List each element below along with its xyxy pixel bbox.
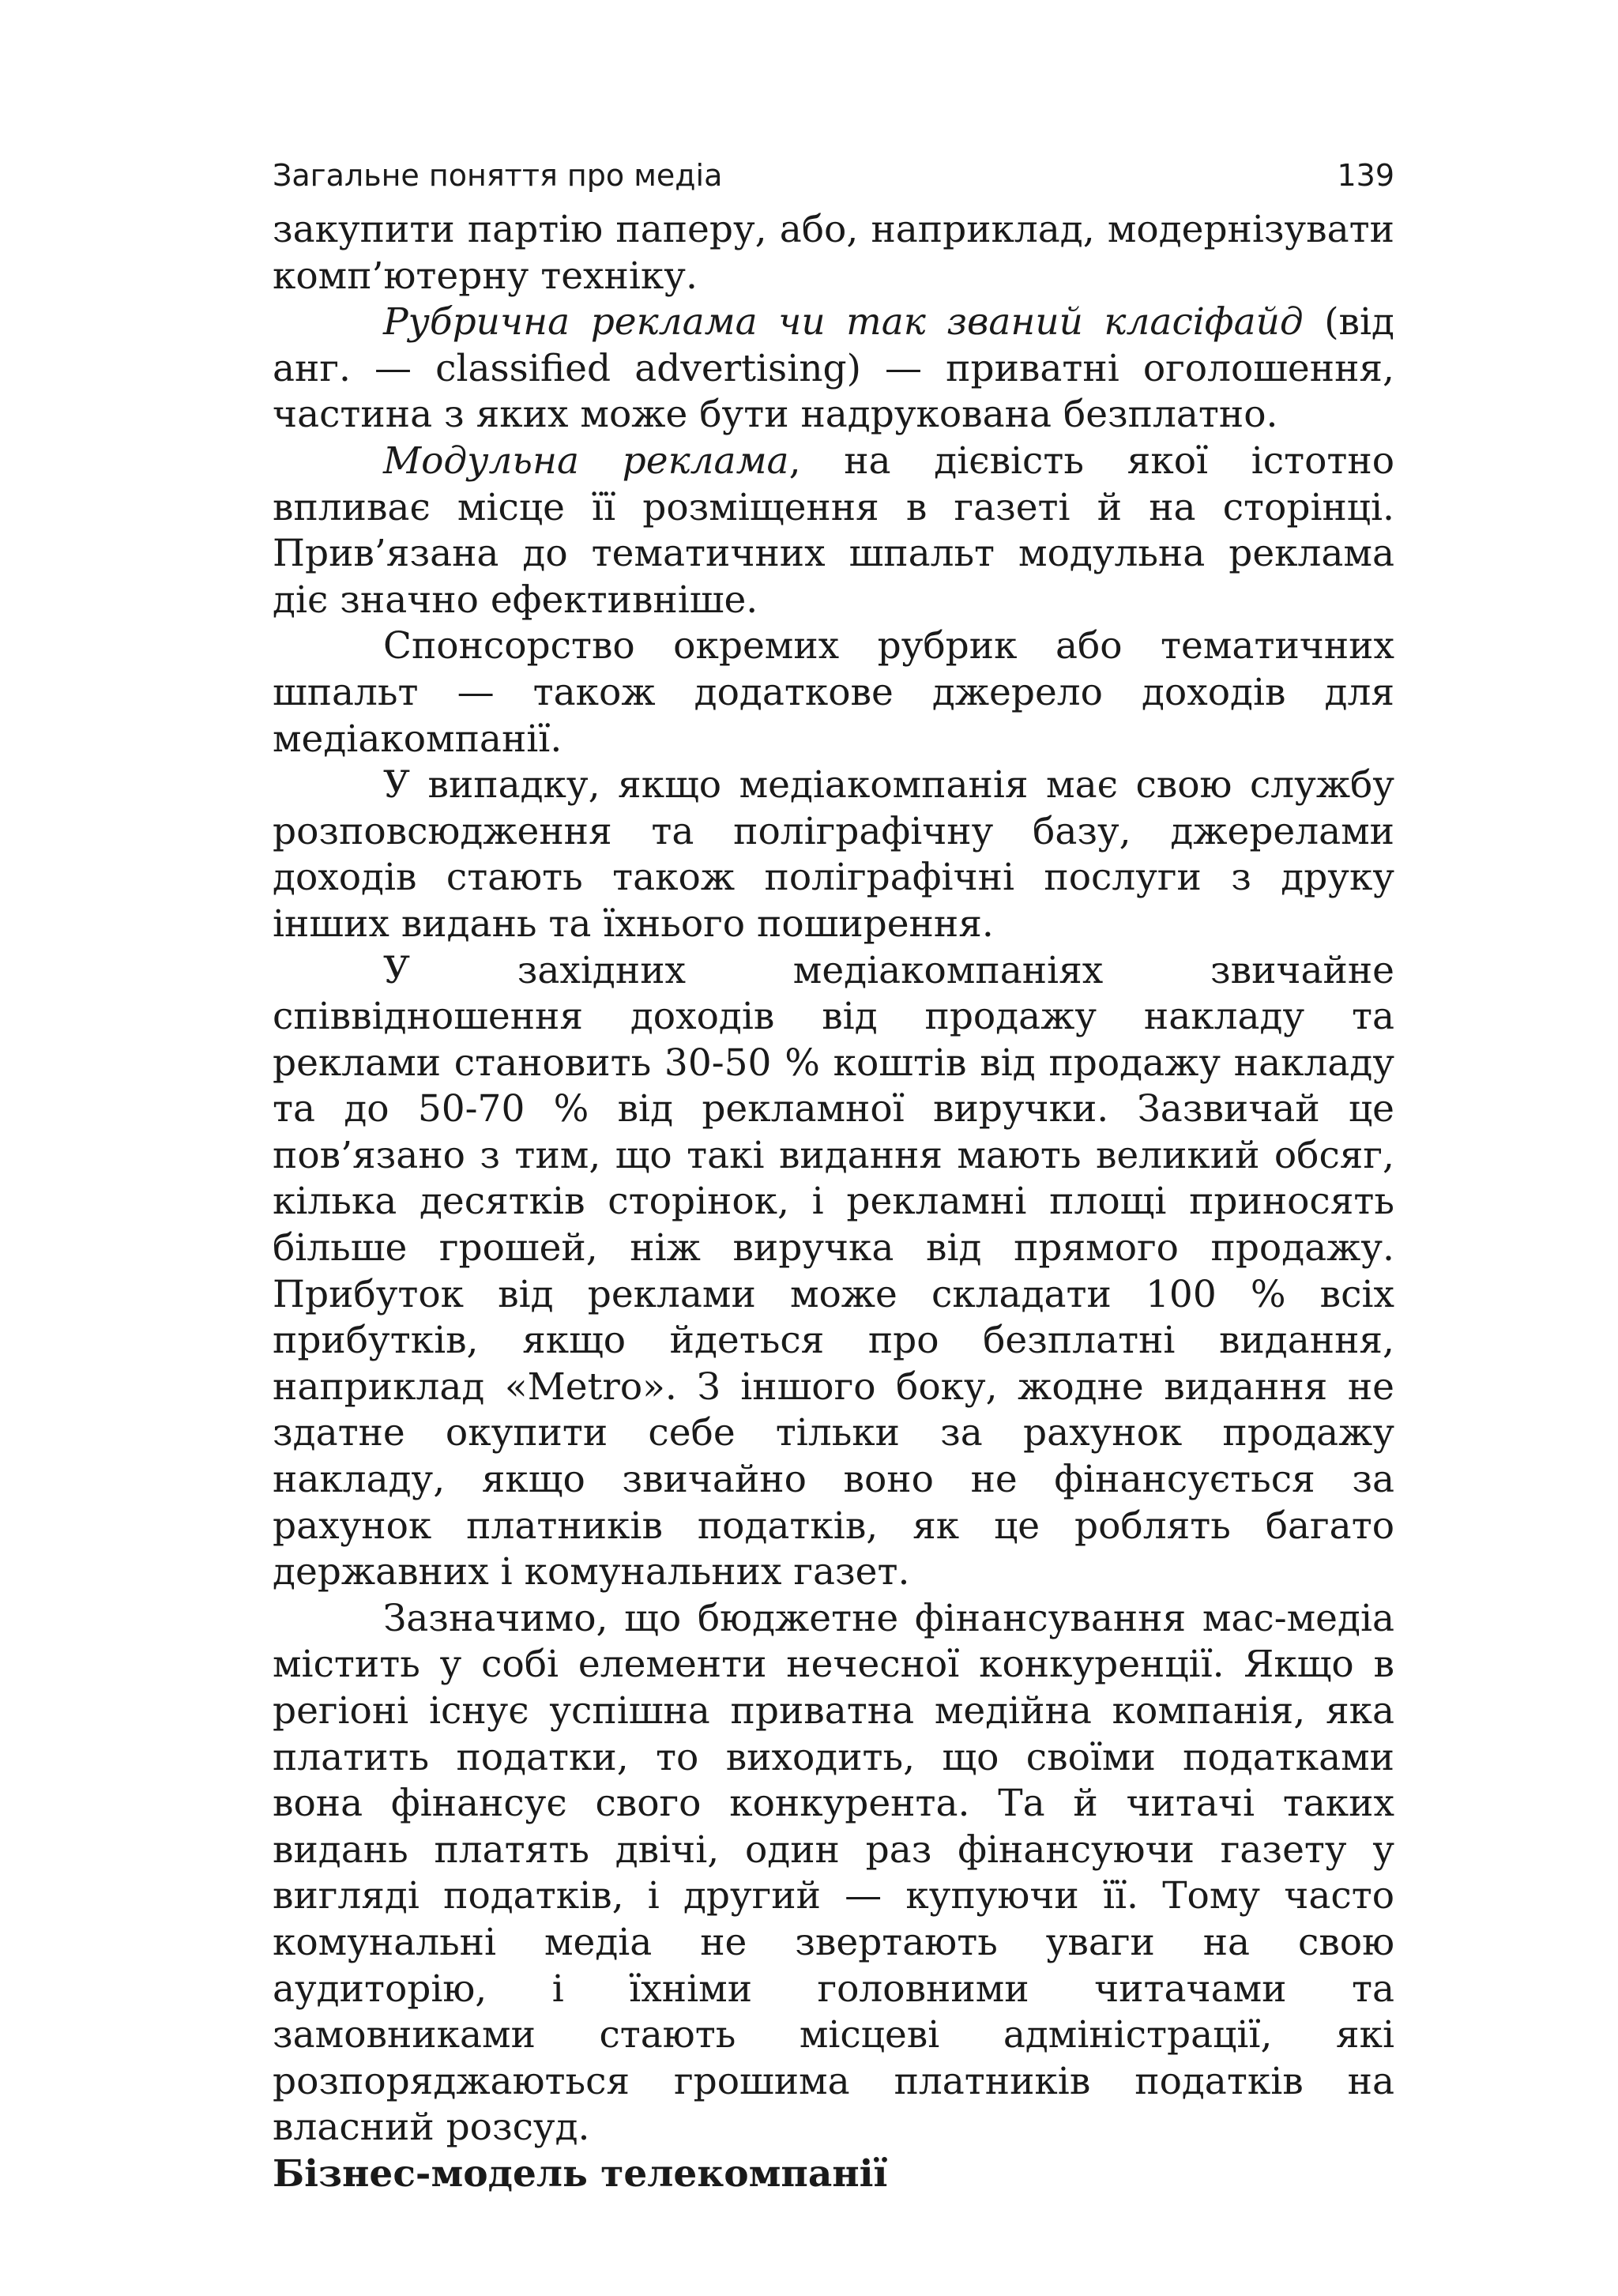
paragraph-sponsorship: Спонсорство окремих рубрик або тематичних шпальт — також додаткове джерело доходів для медіакомпанії.: [273, 624, 1394, 761]
paragraph-classified-ads: [273, 299, 1394, 438]
page-number: 139: [1337, 158, 1394, 193]
body-text: [273, 207, 1394, 2198]
paragraph-continuation: закупити партію паперу, або, наприклад, модернізувати комп’ютерну техніку.: [273, 208, 1394, 298]
paragraph-modular-ads-text: , на дієвість якої істотно впливає місце її розміщення в газеті й на сторінці. Прив’язана до тематичних шпальт модульна реклама діє значно ефективніше.: [273, 438, 1395, 622]
term-modular-ads: Модульна реклама: [383, 438, 789, 483]
running-head-title: Загальне поняття про медіа: [273, 158, 723, 193]
paragraph-budget-funding: Зазначимо, що бюджетне фінансування мас-медіа містить у собі елементи нечесної конкуренції. Якщо в регіоні існує успішна приватна медійна компанія, яка платить податки, то виходить, що своїми податками вона фінансує свого конкурента. Та й читачі таких видань платять двічі, один раз фінансуючи газету у вигляді податків, і другий — купуючи її. Тому часто комунальні медіа не звертають уваги на свою аудиторію, і їхніми головними читачами та замовниками стають місцеві адміністрації, які розпоряджаються грошима платників податків на власний розсуд.: [273, 1596, 1394, 2150]
running-header: [273, 152, 1394, 199]
term-classified-ads: Рубрична реклама чи так званий класіфайд: [383, 300, 1304, 344]
paragraph-distribution: У випадку, якщо медіакомпанія має свою службу розповсюдження та поліграфічну базу, джерелами доходів стають також поліграфічні послуги з друку інших видань та їхнього поширення.: [273, 763, 1394, 946]
paragraph-western-media: У західних медіакомпаніях звичайне співвідношення доходів від продажу накладу та реклами становить 30-50 % коштів від продажу накладу та до 50-70 % від рекламної виручки. Зазвичай це пов’язано з тим, що такі видання мають великий обсяг, кілька десятків сторінок, і рекламні площі приносять більше грошей, ніж виручка від прямого продажу. Прибуток від реклами може складати 100 % всіх прибутків, якщо йдеться про безплатні видання, наприклад «Metro». З іншого боку, жодне видання не здатне окупити себе тільки за рахунок продажу накладу, якщо звичайно воно не фінансується за рахунок платників податків, як це роблять багато державних і комунальних газет.: [273, 948, 1394, 1594]
section-heading: Бізнес-модель телекомпанії: [273, 2151, 888, 2196]
paragraph-classified-ads-text: (від анг. — classified advertising) — приватні оголошення, частина з яких може бути надрукована безплатно.: [273, 300, 1394, 437]
paragraph-modular-ads: [273, 438, 1394, 623]
